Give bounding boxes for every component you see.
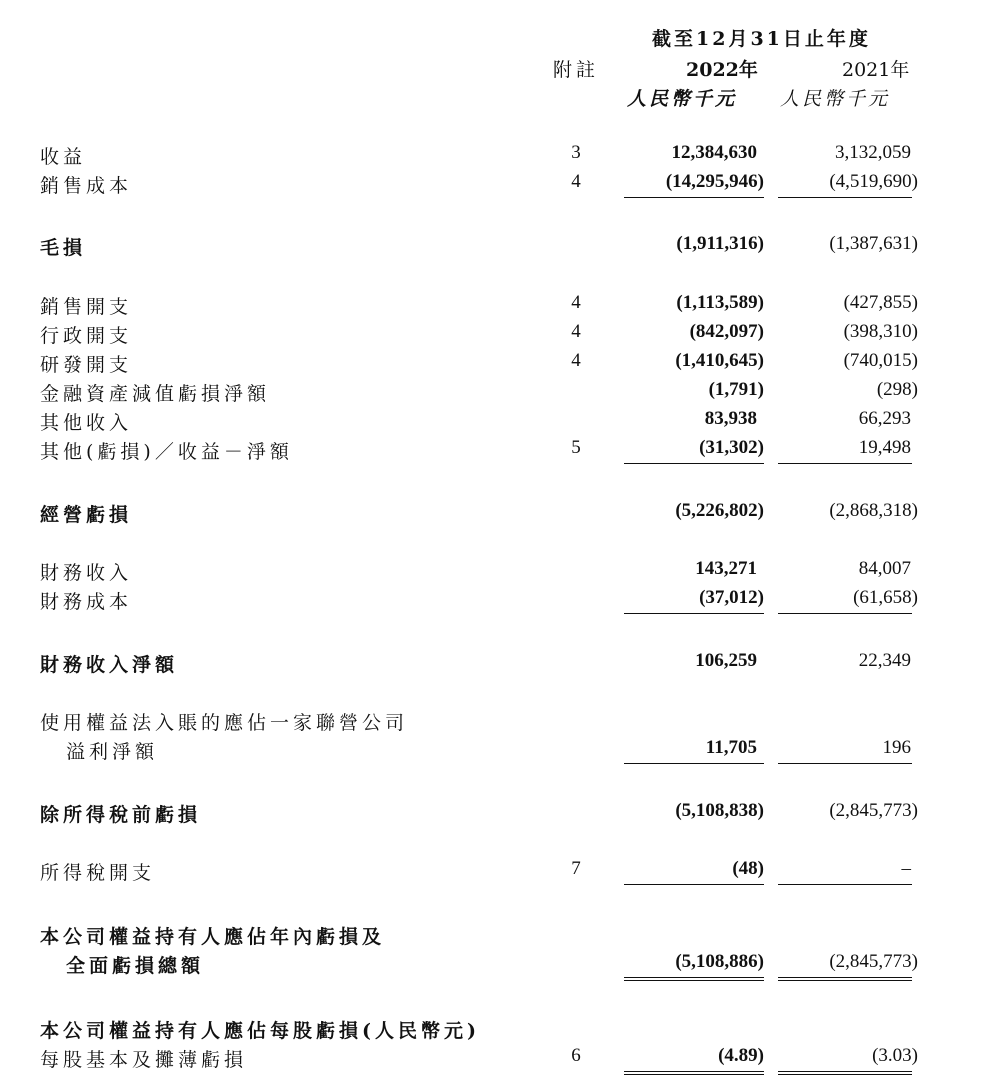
total-double-rule xyxy=(778,977,912,978)
value-2022-share-of-associate: 11,705 xyxy=(705,737,757,758)
row-label-operating-loss: 經營虧損 xyxy=(40,504,133,526)
value-2021-selling-expenses: (427,855) xyxy=(843,292,918,313)
row-note: 4 xyxy=(571,292,581,313)
row-label-income-tax: 所得稅開支 xyxy=(40,862,156,884)
subtotal-rule xyxy=(778,763,912,764)
subtotal-rule xyxy=(778,463,912,464)
row-label-total-comprehensive-loss-cont: 全面虧損總額 xyxy=(66,955,205,977)
row-note: 4 xyxy=(571,321,581,342)
value-2022-revenue: 12,384,630 xyxy=(671,142,757,163)
row-label-loss-per-share-heading: 本公司權益持有人應佔每股虧損(人民幣元) xyxy=(40,1020,480,1042)
value-2022-finance-costs: (37,012) xyxy=(699,587,764,608)
value-2022-net-finance-income: 106,259 xyxy=(695,650,757,671)
row-label-net-finance-income: 財務收入淨額 xyxy=(40,654,179,676)
subtotal-rule xyxy=(778,884,912,885)
row-label-other-income: 其他收入 xyxy=(40,412,133,434)
row-note: 6 xyxy=(571,1045,581,1066)
row-note: 4 xyxy=(571,171,581,192)
value-2022-selling-expenses: (1,113,589) xyxy=(676,292,764,313)
value-2022-income-tax: (48) xyxy=(732,858,764,879)
row-label-total-comprehensive-loss: 本公司權益持有人應佔年內虧損及 xyxy=(40,926,386,948)
row-label-finance-income: 財務收入 xyxy=(40,562,133,584)
value-2021-admin-expenses: (398,310) xyxy=(843,321,918,342)
value-2021-loss-before-tax: (2,845,773) xyxy=(829,800,918,821)
value-2021-gross-loss: (1,387,631) xyxy=(829,233,918,254)
row-label-cost-of-sales: 銷售成本 xyxy=(40,175,133,197)
row-label-revenue: 收益 xyxy=(40,146,87,168)
value-2021-net-finance-income: 22,349 xyxy=(858,650,911,671)
row-label-finance-costs: 財務成本 xyxy=(40,591,133,613)
value-2021-other-gains-losses: 19,498 xyxy=(858,437,911,458)
subtotal-rule xyxy=(778,197,912,198)
total-double-rule xyxy=(778,1071,912,1072)
row-label-gross-loss: 毛損 xyxy=(40,237,87,259)
value-2022-admin-expenses: (842,097) xyxy=(689,321,764,342)
value-2022-operating-loss: (5,226,802) xyxy=(675,500,764,521)
value-2021-share-of-associate: 196 xyxy=(882,737,911,758)
total-double-rule xyxy=(624,1074,764,1075)
total-double-rule xyxy=(624,977,764,978)
year-2021-header: 2021年 xyxy=(842,59,910,81)
value-2022-other-gains-losses: (31,302) xyxy=(699,437,764,458)
value-2021-operating-loss: (2,868,318) xyxy=(829,500,918,521)
subtotal-rule xyxy=(624,884,764,885)
value-2021-income-tax: – xyxy=(901,858,911,879)
unit-2022-header: 人民幣千元 xyxy=(627,88,738,110)
subtotal-rule xyxy=(624,197,764,198)
value-2022-rd-expenses: (1,410,645) xyxy=(675,350,764,371)
total-double-rule xyxy=(624,1071,764,1072)
value-2022-finance-income: 143,271 xyxy=(695,558,757,579)
total-double-rule xyxy=(624,980,764,981)
subtotal-rule xyxy=(624,763,764,764)
value-2021-rd-expenses: (740,015) xyxy=(843,350,918,371)
value-2021-cost-of-sales: (4,519,690) xyxy=(829,171,918,192)
subtotal-rule xyxy=(624,613,764,614)
unit-2021-header: 人民幣千元 xyxy=(780,88,891,110)
value-2021-impairment-losses: (298) xyxy=(876,379,918,400)
value-2022-other-income: 83,938 xyxy=(704,408,757,429)
value-2022-cost-of-sales: (14,295,946) xyxy=(665,171,764,192)
row-note: 3 xyxy=(571,142,581,163)
period-header: 截至12月31日止年度 xyxy=(652,28,871,50)
value-2022-gross-loss: (1,911,316) xyxy=(676,233,764,254)
subtotal-rule xyxy=(778,613,912,614)
value-2022-loss-before-tax: (5,108,838) xyxy=(675,800,764,821)
row-label-loss-before-tax: 除所得稅前虧損 xyxy=(40,804,202,826)
row-note: 4 xyxy=(571,350,581,371)
value-2022-total-comprehensive-loss: (5,108,886) xyxy=(675,951,764,972)
row-label-rd-expenses: 研發開支 xyxy=(40,354,133,376)
note-column-header: 附註 xyxy=(553,59,600,81)
value-2021-loss-per-share: (3.03) xyxy=(872,1045,918,1066)
row-label-share-of-associate: 使用權益法入賬的應佔一家聯營公司 xyxy=(40,712,409,734)
row-label-basic-diluted-loss-per-share: 每股基本及攤薄虧損 xyxy=(40,1049,248,1071)
value-2021-revenue: 3,132,059 xyxy=(835,142,911,163)
total-double-rule xyxy=(778,1074,912,1075)
value-2021-other-income: 66,293 xyxy=(858,408,911,429)
row-label-impairment-losses: 金融資產減值虧損淨額 xyxy=(40,383,271,405)
row-label-share-of-associate-cont: 溢利淨額 xyxy=(66,741,159,763)
value-2021-finance-costs: (61,658) xyxy=(853,587,918,608)
total-double-rule xyxy=(778,980,912,981)
year-2022-header: 2022年 xyxy=(686,59,758,81)
row-note: 7 xyxy=(571,858,581,879)
row-note: 5 xyxy=(571,437,581,458)
row-label-other-gains-losses: 其他(虧損)／收益－淨額 xyxy=(40,441,293,463)
subtotal-rule xyxy=(624,463,764,464)
row-label-selling-expenses: 銷售開支 xyxy=(40,296,133,318)
value-2022-impairment-losses: (1,791) xyxy=(708,379,764,400)
value-2021-finance-income: 84,007 xyxy=(858,558,911,579)
value-2021-total-comprehensive-loss: (2,845,773) xyxy=(829,951,918,972)
row-label-admin-expenses: 行政開支 xyxy=(40,325,133,347)
value-2022-loss-per-share: (4.89) xyxy=(718,1045,764,1066)
